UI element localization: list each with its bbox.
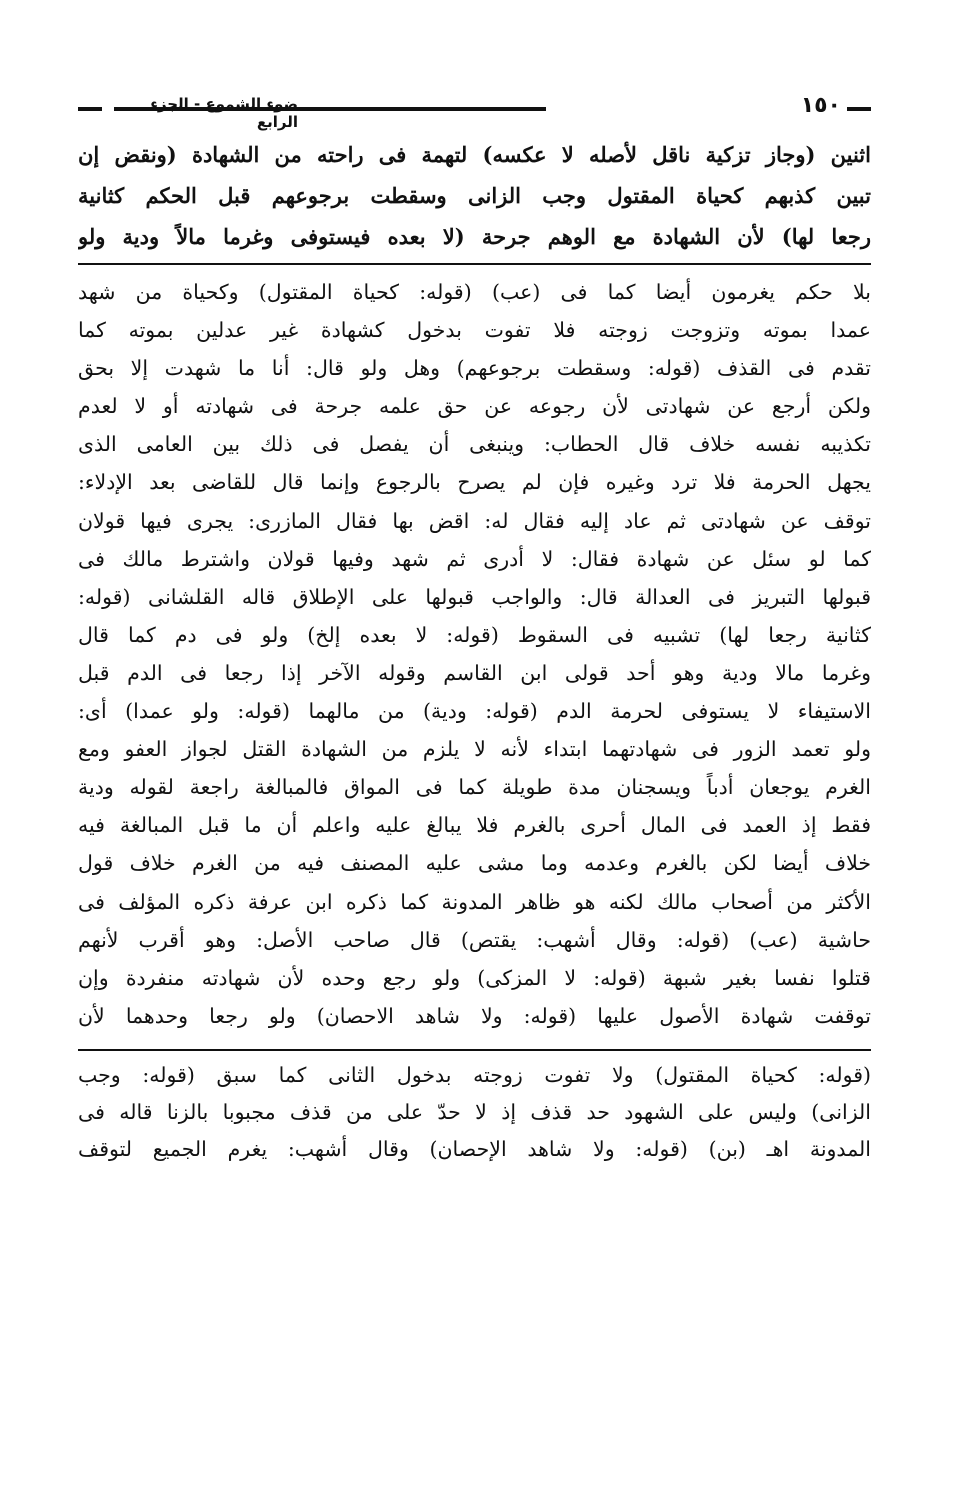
commentary-line: توقف عن شهادتى ثم عاد إليه فقال له: اقض بها فقال المازرى: يجرى فيها قولان xyxy=(78,508,871,533)
main-text-line: تبين كذبهم كحياة المقتول وجب الزانى وسقطت برجوعهم قبل الحكم كثانية xyxy=(78,183,871,208)
commentary-line: الغرم يوجعان أدباً ويسجنان مدة طويلة كما فى المواق فالمبالغة راجعة لقوله ودية xyxy=(78,775,871,800)
footnotes xyxy=(78,1057,871,1168)
commentary-line: ولكن أرجع عن شهادتى لأن رجوعه عن حق علمه جرحة فى شهادته أو لا لعدم xyxy=(78,394,871,419)
book-page xyxy=(78,84,871,1424)
notes-divider xyxy=(78,1049,871,1051)
footnote-line: المدونة اهـ (بن) (قوله: ولا شاهد الإحصان) وقال أشهب: يغرم الجميع لتوقف xyxy=(78,1136,871,1161)
commentary-line: بلا حكم يغرمون أيضا كما فى (عب) (قوله: كحياة المقتول) وكحياة من شهد xyxy=(78,280,871,304)
commentary-line: توقفت شهادة الأصول عليها (قوله: ولا شاهد الاحصان) ولو رجعا وحدهما لأن xyxy=(78,1003,871,1028)
main-text-line: رجعا لها) لأن الشهادة مع الوهم جرحة (لا بعده فيستوفى وغرما مالاً ودية ولو xyxy=(78,224,871,249)
page-number: ١٥٠ xyxy=(800,93,841,118)
commentary-line: وغرما مالا ودية وهو أحد قولى ابن القاسم وقوله الآخر إذا رجعا فى الدم قبل xyxy=(78,660,871,685)
commentary-line: فقط إذ العمد فى المال أحرى بالغرم فلا يبالغ عليه واعلم أن ما قبل المبالغة فيه xyxy=(78,813,871,838)
commentary-line: تقدم فى القذف (قوله: وسقطت برجوعهم) وهل ولو قال: أنا ما شهدت إلا بحق xyxy=(78,356,871,381)
main-text-line: اثنين (وجاز تزكية ناقل لأصله لا عكسه) لتهمة فى راحته من الشهادة (ونقض إن xyxy=(78,142,871,167)
commentary-line: عمدا بموته وتزوجت زوجته فلا تفوت بدخول كشهادة غير عدلين بموته كما xyxy=(78,318,871,343)
commentary-line: قبولها التبريز فى العدالة قال: والواجب قبولها على الإطلاق قاله القلشانى (قوله: xyxy=(78,584,871,609)
commentary-line: ولو تعمد الزور فى شهادتهما ابتداء لأنه لا يلزم من الشهادة القتل لجواز العفو ومع xyxy=(78,737,871,762)
commentary-line: الأكثر من أصحاب مالك لكنه هو ظاهر المدونة كما ذكره ابن عرفة ذكره المؤلف فى xyxy=(78,889,871,914)
commentary-line: الاستيفاء لا يستوفى لحرمة الدم (قوله: ودية) من مالهما (قوله: ولو عمدا) أى: xyxy=(78,699,871,724)
header-rule-right xyxy=(847,107,871,111)
commentary-line: قتلوا نفسا بغير شبهة (قوله: لا المزكى) ولو رجع وحده لأن شهادته منفردة وإن xyxy=(78,965,871,990)
main-text xyxy=(78,134,871,257)
commentary-line: تكذيبه نفسه خلاف قال الحطاب: وينبغى أن يفصل فى ذلك بين العامى الذى xyxy=(78,432,871,457)
commentary-line: كثانية رجعا لها) تشبيه فى السقوط (قوله: لا بعده إلخ) ولو فى دم كما قال xyxy=(78,622,871,647)
commentary-line: حاشية (عب) (قوله: وقال أشهب: يقتص) قال صاحب الأصل: وهو أقرب لأنهم xyxy=(78,927,871,952)
running-header xyxy=(78,84,871,131)
footnote-line: الزانى) وليس على الشهود حد قذف إذ لا حدّ على من قذف مجبوبا بالزنا قاله فى xyxy=(78,1099,871,1124)
header-rule-left xyxy=(78,107,102,111)
commentary xyxy=(78,273,871,1035)
commentary-line: يجهل الحرمة فلا ترد وغيره فإن لم يصرح بالرجوع وإنما قال للقاضى بعد الإدلاء: xyxy=(78,470,871,495)
commentary-line: خلاف أيضا لكن بالغرم وعدمه وما مشى عليه المصنف فيه من الغرم خلاف قول xyxy=(78,851,871,876)
main-text-divider xyxy=(78,263,871,265)
commentary-line: كما لو سئل عن شهادة فقال: لا أدرى ثم شهد وفيها قولان واشترط مالك فى xyxy=(78,546,871,571)
running-title: ضوء الشموع - الجزء الرابع xyxy=(150,95,298,131)
footnote-line: (قوله: كحياة المقتول) ولا تفوت زوجته بدخول الثانى كما سبق (قوله: وجب xyxy=(78,1062,871,1087)
